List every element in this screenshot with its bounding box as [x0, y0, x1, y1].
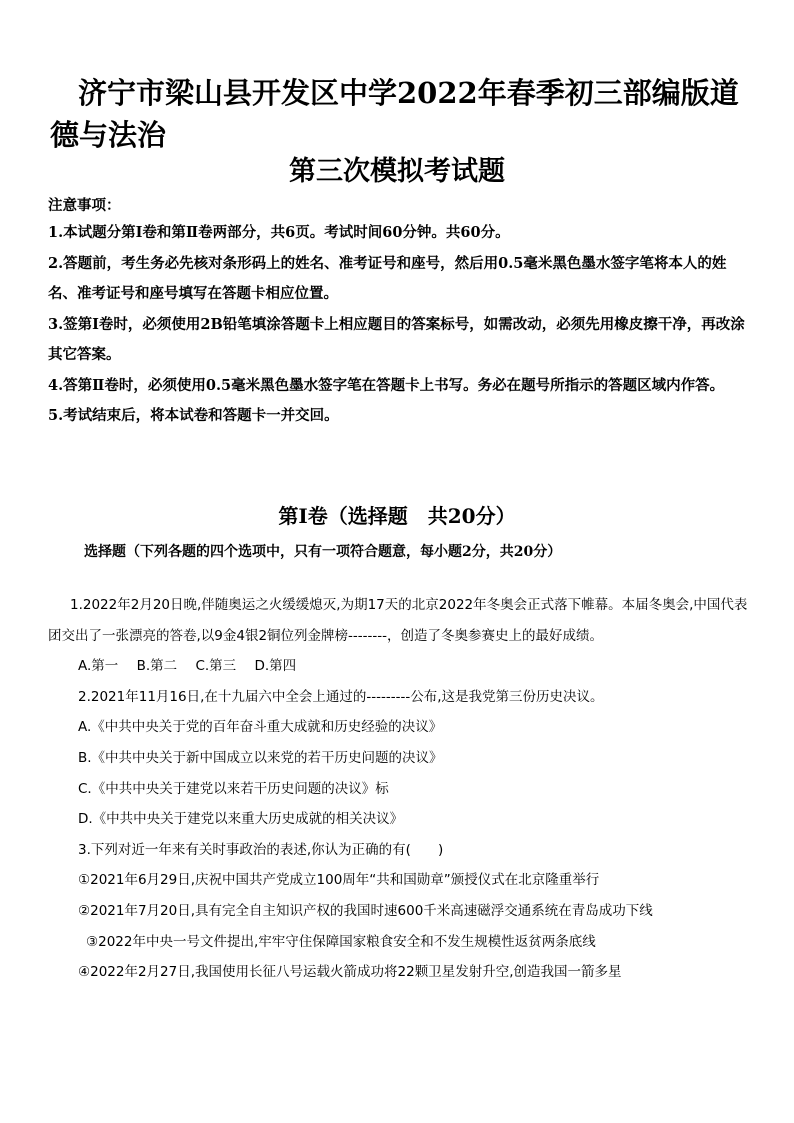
questions-block	[48, 590, 750, 988]
note-item: 5.考试结束后，将本试卷和答题卡一并交回。	[48, 407, 339, 424]
notes-heading: 注意事项：	[48, 197, 121, 214]
statement-item: ①2021年6月29日,庆祝中国共产党成立100周年“共和国勋章”颁授仪式在北京隆重举行	[78, 872, 600, 889]
question-3-stem: 3.下列对近一年来有关时事政治的表述,你认为正确的有( )	[78, 841, 444, 858]
note-item: 2.答题前，考生务必先核对条形码上的姓名、准考证号和座号，然后用0.5毫米黑色墨水签字笔将本人的姓名、准考证号和座号填写在答题卡相应位置。	[48, 254, 727, 302]
section-title: 第Ⅰ卷（选择题 共20分）	[278, 504, 516, 528]
question-1-options	[48, 651, 750, 682]
exam-title: 济宁市梁山县开发区中学2022年春季初三部编版道德与法治	[50, 76, 739, 152]
option-c: C.《中共中央关于建党以来若干历史问题的决议》标	[78, 780, 389, 797]
option-d: D.第四	[254, 658, 297, 675]
question-2-stem: 2.2021年11月16日,在十九届六中全会上通过的---------公布,这是我党第三份历史决议。	[78, 688, 604, 705]
option-b: B.《中共中央关于新中国成立以来党的若干历史问题的决议》	[78, 749, 443, 766]
statement-item: ④2022年2月27日,我国使用长征八号运载火箭成功将22颗卫星发射升空,创造我国一箭多星	[78, 964, 622, 981]
note-item: 4.答第Ⅱ卷时，必须使用0.5毫米黑色墨水签字笔在答题卡上书写。务必在题号所指示的答题区域内作答。	[48, 376, 725, 394]
notes-block	[48, 194, 750, 432]
option-a: A.第一	[78, 658, 119, 675]
option-d: D.《中共中央关于建党以来重大历史成就的相关决议》	[78, 811, 404, 828]
section-description: 选择题（下列各题的四个选项中，只有一项符合题意，每小题2分，共20分）	[84, 544, 562, 560]
note-item: 3.签第Ⅰ卷时，必须使用2B铅笔填涂答题卡上相应题目的答案标号，如需改动，必须先用橡皮擦干净，再改涂其它答案。	[48, 315, 745, 363]
note-item: 1.本试题分第Ⅰ卷和第Ⅱ卷两部分，共6页。考试时间60分钟。共60分。	[48, 224, 510, 241]
option-c: C.第三	[195, 658, 237, 675]
question-1-stem: 1.2022年2月20日晚,伴随奥运之火缓缓熄灭,为期17天的北京2022年冬奥会正式落下帷幕。本届冬奥会,中国代表团交出了一张漂亮的答卷,以9金4银2铜位列金牌榜--------，创造了冬奥参赛史上的最好成绩。	[48, 597, 748, 644]
statement-item: ②2021年7月20日,具有完全自主知识产权的我国时速600千米高速磁浮交通系统在青岛成功下线	[78, 902, 653, 919]
option-b: B.第二	[136, 658, 178, 675]
exam-subtitle: 第三次模拟考试题	[289, 156, 505, 187]
statement-item: ③2022年中央一号文件提出,牢牢守住保障国家粮食安全和不发生规模性返贫两条底线	[86, 933, 596, 950]
option-a: A.《中共中央关于党的百年奋斗重大成就和历史经验的决议》	[78, 719, 443, 736]
